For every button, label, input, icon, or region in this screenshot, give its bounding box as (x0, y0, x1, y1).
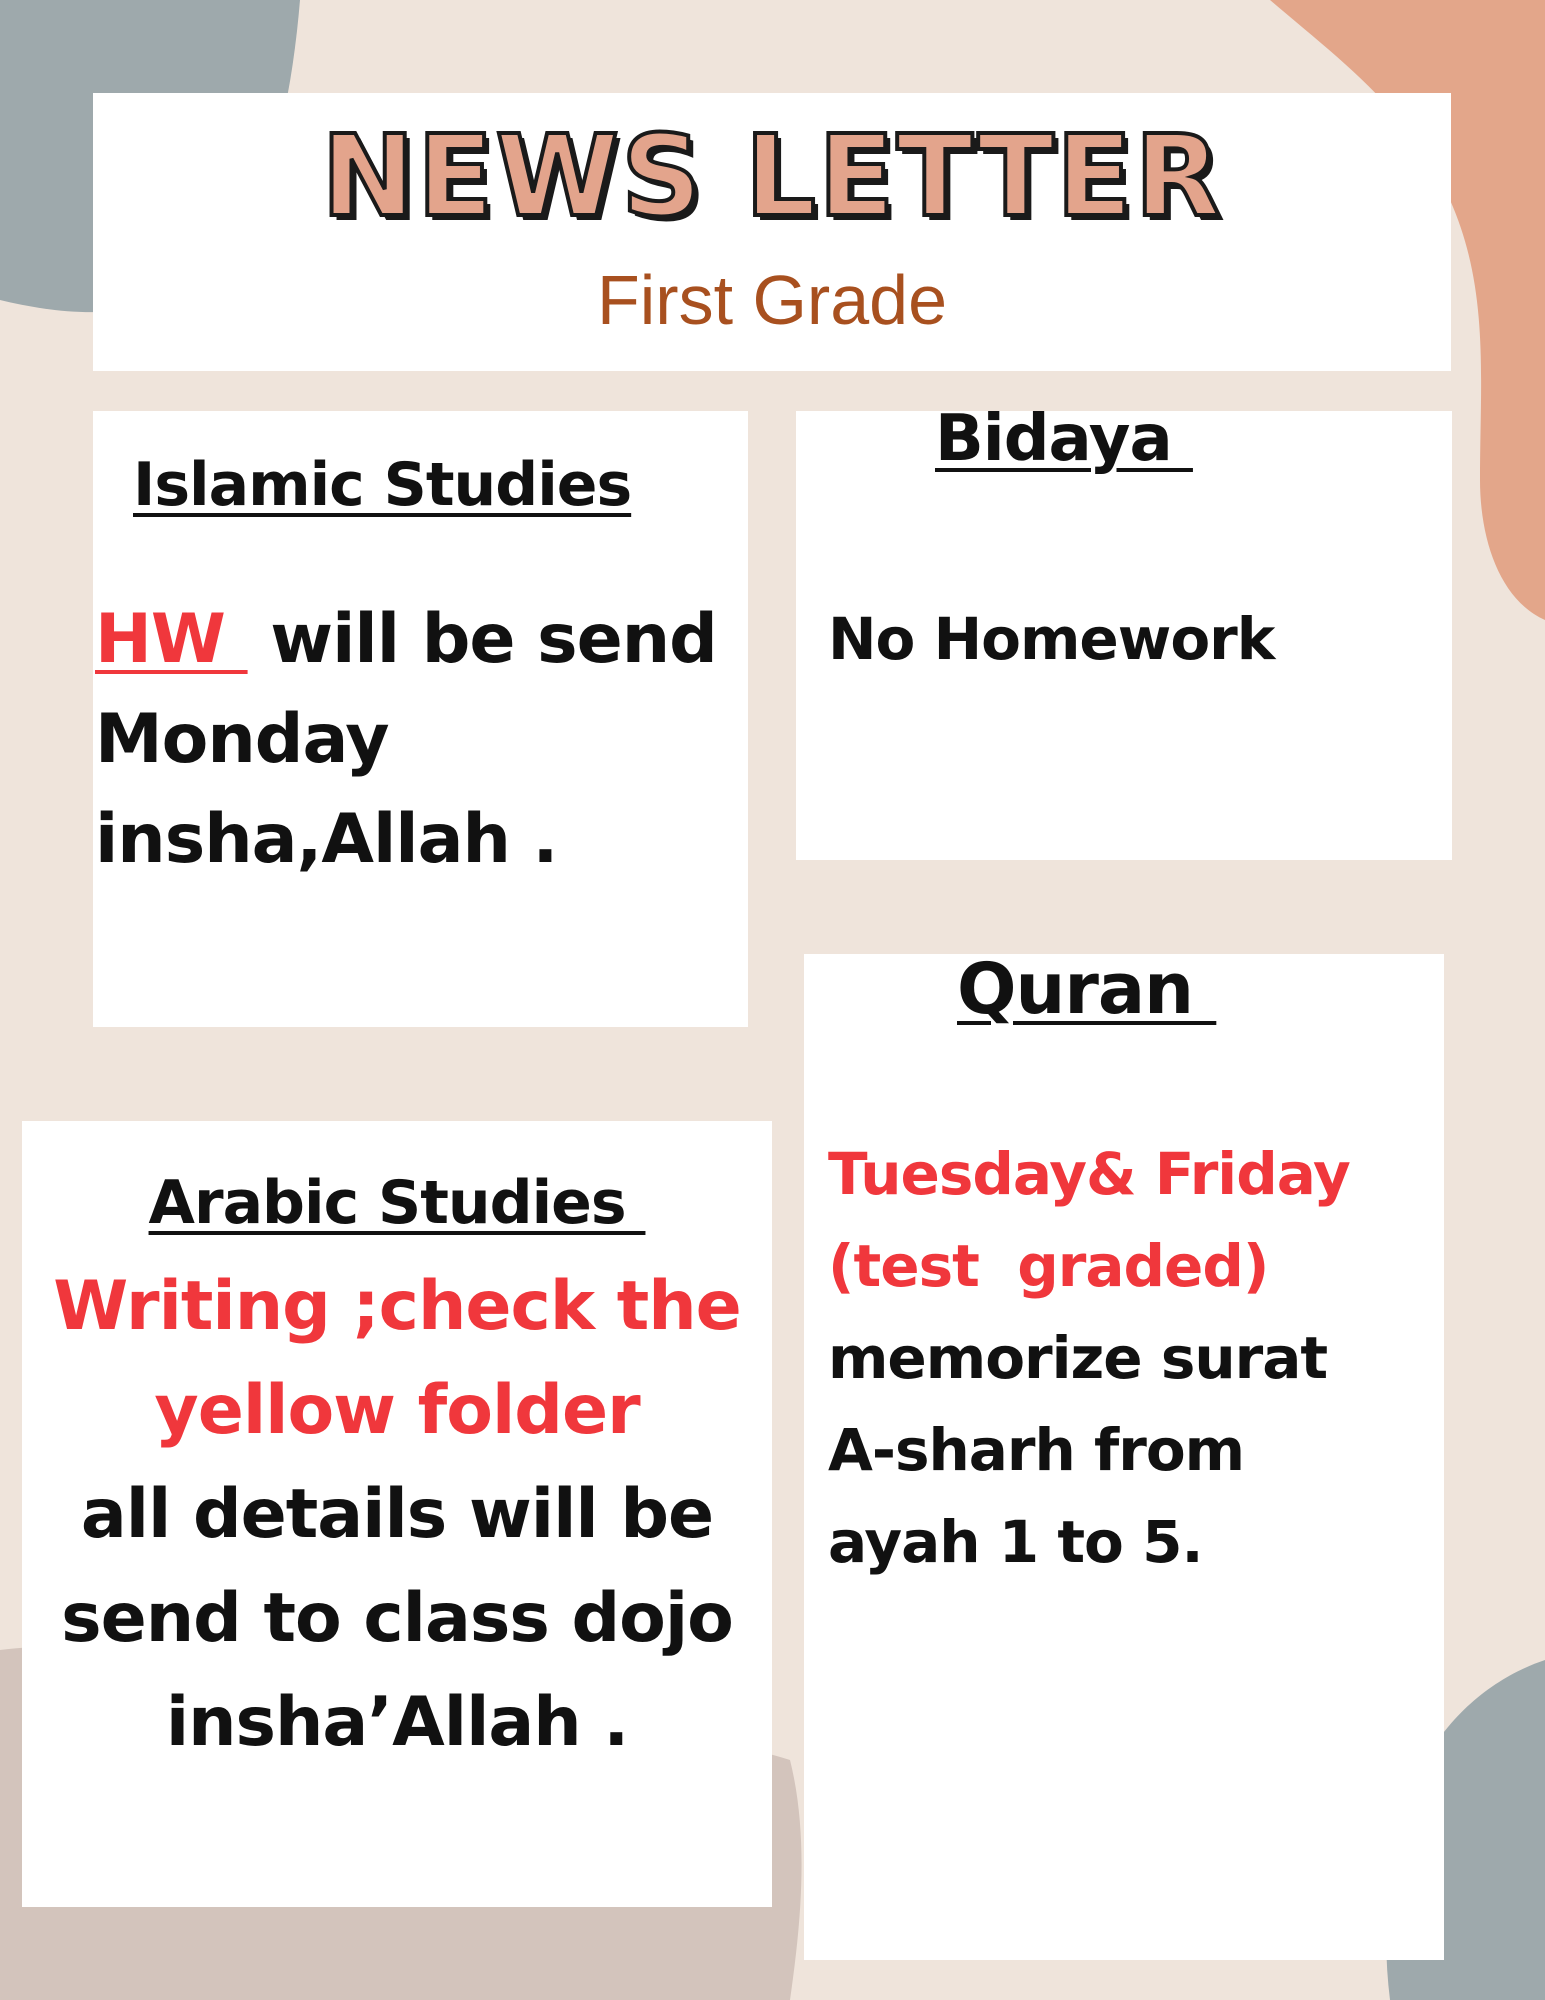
arabic-red-line-1: Writing ;check the (53, 1267, 741, 1346)
arabic-studies-heading: Arabic Studies (148, 1168, 646, 1238)
quran-heading: Quran (957, 948, 1217, 1030)
quran-line-4: A-sharh from (828, 1416, 1245, 1484)
bidaya-text: No Homework (828, 605, 1275, 673)
arabic-studies-text (22, 1255, 772, 1775)
arabic-red-line-2: yellow folder (154, 1371, 640, 1450)
arabic-line-5: insha’Allah . (165, 1683, 629, 1762)
hw-line-3: insha,Allah . (95, 800, 558, 879)
hw-label: HW (95, 600, 248, 679)
islamic-studies-text (95, 590, 717, 890)
newsletter-title: NEWS LETTER (321, 112, 1223, 242)
quran-line-3: memorize surat (828, 1324, 1328, 1392)
arabic-line-4: send to class dojo (61, 1579, 733, 1658)
islamic-studies-heading: Islamic Studies (133, 450, 632, 520)
bidaya-heading: Bidaya (935, 402, 1193, 476)
quran-text (828, 1128, 1350, 1588)
hw-line-2: Monday (95, 700, 389, 779)
hw-line-rest: will be send (247, 600, 717, 679)
quran-line-5: ayah 1 to 5. (828, 1508, 1203, 1576)
header-panel (93, 93, 1451, 371)
arabic-line-3: all details will be (80, 1475, 714, 1554)
quran-red-line-1: Tuesday& Friday (828, 1140, 1350, 1208)
grade-subtitle: First Grade (596, 261, 948, 339)
quran-red-line-2: (test graded) (828, 1232, 1269, 1300)
